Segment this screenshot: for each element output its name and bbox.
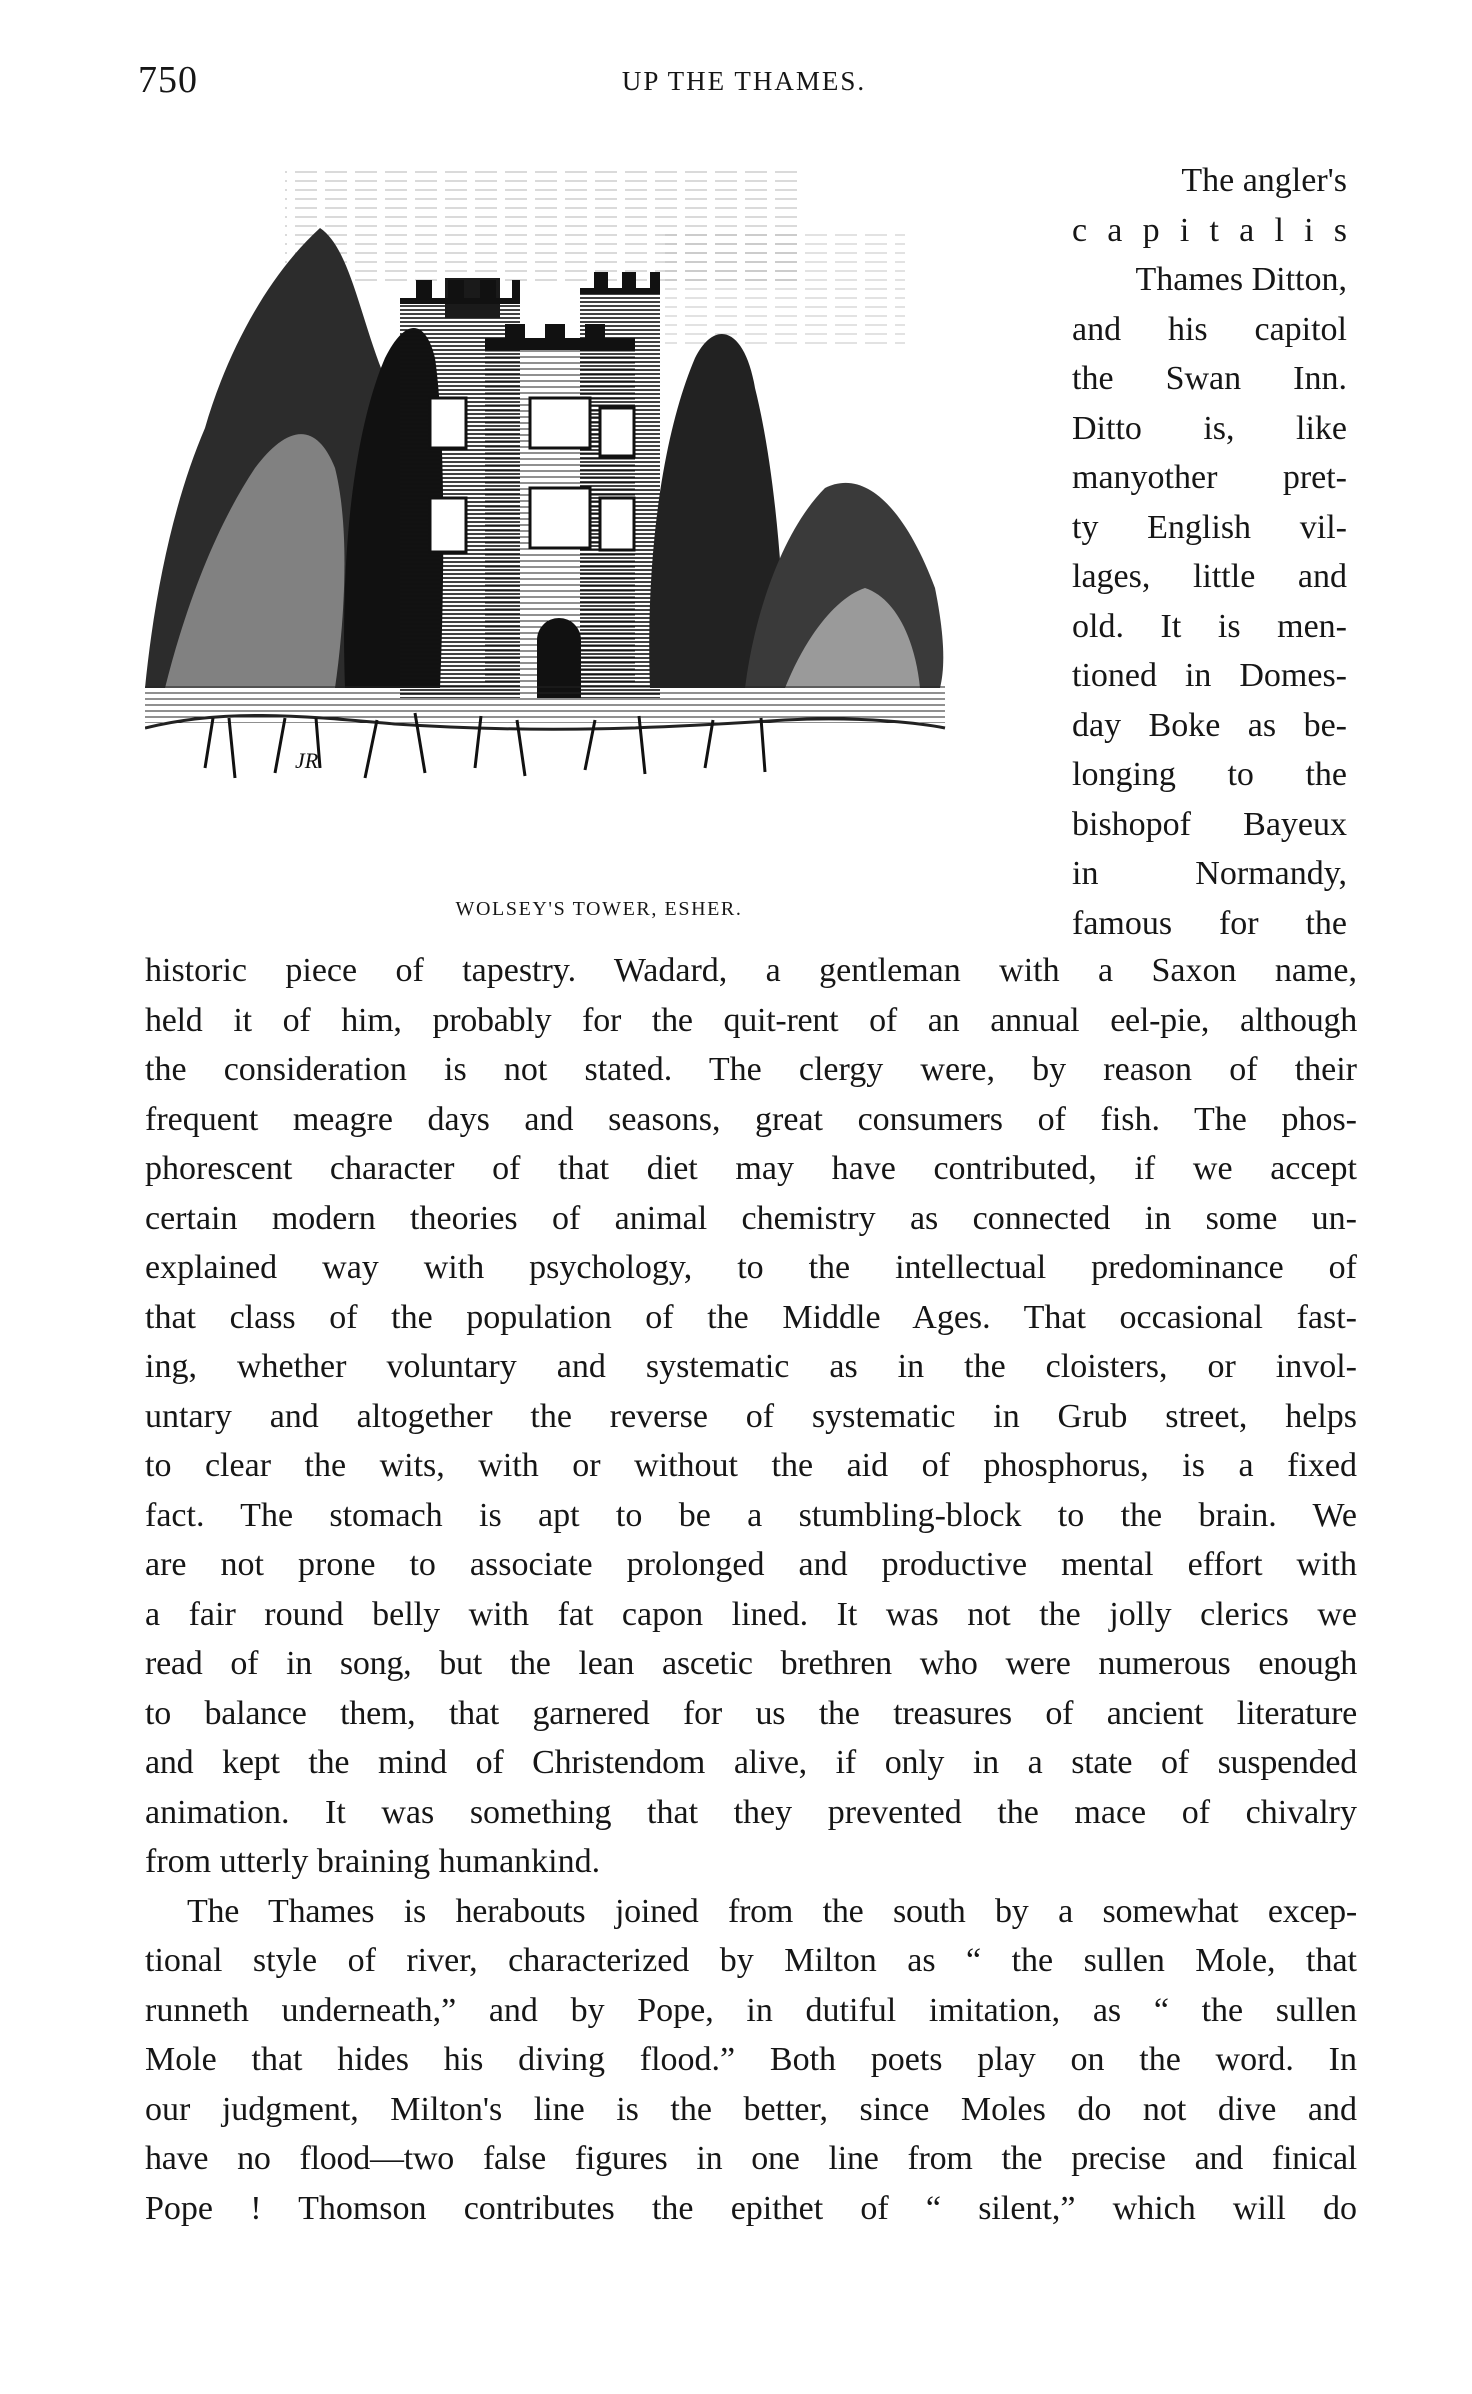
body-text-line: to clear the wits, with or without the aid of phosphorus, is a fixed <box>145 1447 1357 1484</box>
body-text-line: animation. It was something that they prevented the mace of chivalry <box>145 1793 1357 1831</box>
side-text-line: famous for the <box>1072 904 1347 942</box>
body-text-line: The Thames is herabouts joined from the south by a somewhat excep- <box>187 1892 1357 1930</box>
figure-caption: WOLSEY'S TOWER, ESHER. <box>455 898 743 920</box>
body-text-line: untary and altogether the reverse of systematic in Grub street, helps <box>145 1397 1357 1435</box>
right-trees <box>649 334 943 688</box>
side-text-line: in Normandy, <box>1072 855 1347 892</box>
body-text-line: ing, whether voluntary and systematic as in the cloisters, or invol- <box>145 1348 1357 1385</box>
side-text-line: day Boke as be- <box>1072 706 1347 744</box>
body-text-line: from utterly braining humankind. <box>145 1843 601 1880</box>
body-text-line: frequent meagre days and seasons, great consumers of fish. The phos- <box>145 1100 1357 1138</box>
body-text-line: held it of him, probably for the quit-rent of an annual eel-pie, although <box>145 1001 1357 1039</box>
left-trees <box>145 228 443 688</box>
body-text-line: that class of the population of the Middle Ages. That occasional fast- <box>145 1298 1357 1336</box>
main-body-text <box>145 946 1357 2233</box>
body-text-line: Pope ! Thomson contributes the epithet of “ silent,” which will do <box>145 2189 1357 2227</box>
side-text-line: the Swan Inn. <box>1072 360 1347 397</box>
side-text-line: Ditto is, like <box>1072 409 1347 447</box>
body-text-line: Mole that hides his diving flood.” Both poets play on the word. In <box>145 2041 1357 2078</box>
body-text-line: have no flood—two false figures in one line from the precise and finical <box>145 2140 1357 2177</box>
foreground-grass <box>145 683 945 778</box>
running-head: UP THE THAMES. <box>621 66 867 96</box>
body-text-line: to balance them, that garnered for us the treasures of ancient literature <box>145 1694 1357 1732</box>
body-text-line: fact. The stomach is apt to be a stumbling-block to the brain. We <box>145 1496 1357 1534</box>
side-text-line: old. It is men- <box>1072 607 1347 645</box>
side-text-line: tioned in Domes- <box>1072 657 1347 694</box>
side-text-line: ty English vil- <box>1072 508 1347 546</box>
side-text-line: longing to the <box>1072 756 1347 793</box>
body-text-line: tional style of river, characterized by Milton as “ the sullen Mole, that <box>145 1942 1357 1979</box>
page-header <box>138 58 1350 108</box>
side-column-text <box>1072 156 1347 948</box>
engraving-figure <box>145 168 1053 938</box>
side-text-line: lages, little and <box>1072 558 1347 595</box>
body-text-line: the consideration is not stated. The clergy were, by reason of their <box>145 1051 1357 1088</box>
side-text-line: manyother pret- <box>1072 459 1347 496</box>
body-text-line: runneth underneath,” and by Pope, in dutiful imitation, as “ the sullen <box>145 1991 1357 2029</box>
body-text-line: read of in song, but the lean ascetic brethren who were numerous enough <box>145 1645 1357 1682</box>
body-text-line: are not prone to associate prolonged and productive mental effort with <box>145 1546 1357 1583</box>
engraver-monogram: JR <box>295 748 319 773</box>
body-text-line: our judgment, Milton's line is the better, since Moles do not dive and <box>145 2090 1357 2128</box>
side-text-line: bishopof Bayeux <box>1072 805 1347 843</box>
page-number: 750 <box>138 59 198 101</box>
body-text-line: historic piece of tapestry. Wadard, a gentleman with a Saxon name, <box>145 952 1357 989</box>
body-text-line: and kept the mind of Christendom alive, if only in a state of suspended <box>145 1744 1357 1781</box>
side-text-line: and his capitol <box>1072 310 1347 348</box>
body-text-line: phorescent character of that diet may have contributed, if we accept <box>145 1150 1357 1187</box>
wolsey-tower-engraving <box>145 168 1053 898</box>
gatehouse-tower <box>400 272 660 698</box>
side-text-line: c a p i t a l i s <box>1072 211 1347 249</box>
side-text-line: The angler's <box>1181 162 1347 199</box>
body-text-line: explained way with psychology, to the intellectual predominance of <box>145 1249 1357 1286</box>
body-text-line: a fair round belly with fat capon lined. It was not the jolly clerics we <box>145 1595 1357 1633</box>
side-text-line: Thames Ditton, <box>1135 261 1347 298</box>
body-text-line: certain modern theories of animal chemistry as connected in some un- <box>145 1199 1357 1237</box>
